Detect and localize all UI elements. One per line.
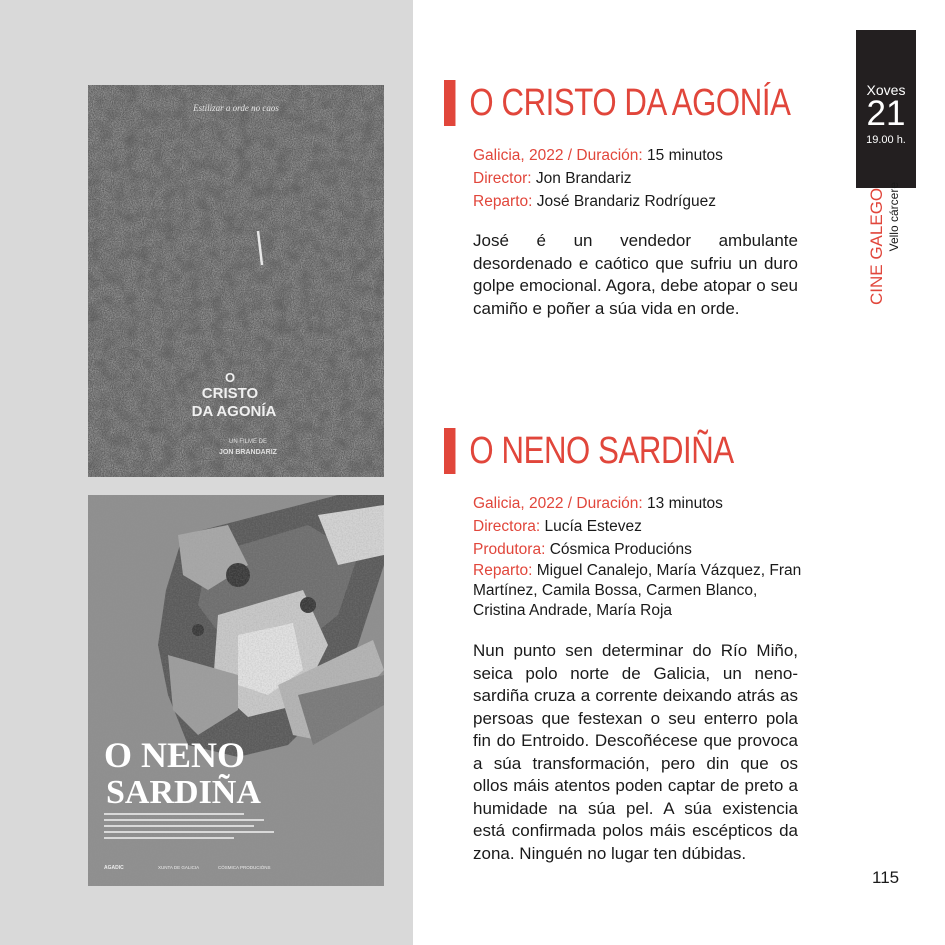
poster-o-cristo-da-agonia	[88, 85, 384, 477]
credit-value: 13 minutos	[647, 495, 723, 512]
credit-label: Director:	[473, 170, 532, 187]
credit-value: Miguel Canalejo, María Vázquez, Fran Martínez, Camila Bossa, Carmen Blanco, Cristina Andrade, María Roja	[473, 562, 802, 619]
film-2-credits	[473, 492, 803, 621]
film-title-1-text: O CRISTO DA AGONÍA	[469, 82, 791, 125]
film-title-2-text: O NENO SARDIÑA	[469, 430, 734, 473]
credit-label: Reparto:	[473, 562, 533, 579]
credit-value: José Brandariz Rodríguez	[536, 193, 716, 210]
poster2-logo-xunta: XUNTA DE GALICIA	[158, 865, 200, 870]
poster2-logo-cosmica: CÓSMICA PRODUCIÓNS	[218, 865, 271, 870]
poster1-title-line1: O	[224, 370, 236, 385]
credit-value: Cósmica Producións	[549, 541, 692, 558]
poster2-logo-agadic: AGADIC	[104, 865, 124, 871]
poster2-title-line1: O NENO	[104, 735, 246, 775]
credit-line	[473, 167, 803, 190]
date-day: 21	[866, 94, 906, 133]
credit-value: Jon Brandariz	[535, 170, 632, 187]
credit-label: Produtora:	[473, 541, 546, 558]
poster1-tagline: Estilizar a orde no caos	[193, 103, 279, 113]
venue-label: Vello cárcere	[887, 182, 901, 252]
poster-driftwood-image	[88, 495, 384, 886]
poster1-title-line3: DA AGONÍA	[191, 403, 277, 420]
film-1-credits	[473, 144, 803, 213]
credit-label: Directora:	[473, 518, 541, 535]
credit-line	[473, 190, 803, 213]
poster2-title-line2: SARDIÑA	[106, 774, 261, 811]
poster1-title-line2: CRISTO	[201, 385, 259, 402]
poster1-credit-line1: UN FILME DE	[228, 439, 268, 445]
category-label: CINE GALEGO	[867, 187, 886, 305]
poster1-credit-line2: JON BRANDARIZ	[219, 449, 277, 456]
credit-label: Galicia, 2022 / Duración:	[473, 147, 643, 164]
credit-line	[473, 561, 803, 621]
credit-label: Reparto:	[473, 193, 533, 210]
credit-line	[473, 538, 803, 561]
film-title-2	[444, 430, 734, 476]
title-accent-bar	[444, 80, 455, 126]
credit-label: Galicia, 2022 / Duración:	[473, 495, 643, 512]
title-accent-bar	[444, 428, 455, 474]
credit-value: 15 minutos	[647, 147, 723, 164]
date-box	[856, 30, 916, 188]
side-labels	[866, 182, 916, 310]
credit-line	[473, 144, 803, 167]
film-1-synopsis: José é un vendedor ambulante desordenado e caótico que sufriu un duro golpe emocional. Agora, debe atopar o seu camiño e poñer a súa vida en orde.	[473, 231, 798, 318]
poster-o-neno-sardina	[88, 495, 384, 886]
film-title-1	[444, 82, 790, 128]
poster-soil-image	[88, 85, 384, 477]
date-time: 19.00 h.	[866, 134, 906, 146]
film-2-synopsis: Nun punto sen determinar do Río Miño, seica polo norte de Galicia, un neno-sardiña cruza a corrente deixando atrás as persoas que festexan o seu enterro pola fin do Entroido. Descoñécese que provoca a súa transformación, pero din que os ollos máis atentos poden captar de preto a humidade na súa pel. A súa existencia está confirmada polos máis escépticos da zona. Ninguén no lugar ten dúbidas.	[473, 641, 798, 863]
credit-line	[473, 515, 803, 538]
credit-line	[473, 492, 803, 515]
credit-value: Lucía Estevez	[544, 518, 642, 535]
page-number: 115	[872, 868, 900, 887]
date-weekday: Xoves	[866, 82, 906, 98]
